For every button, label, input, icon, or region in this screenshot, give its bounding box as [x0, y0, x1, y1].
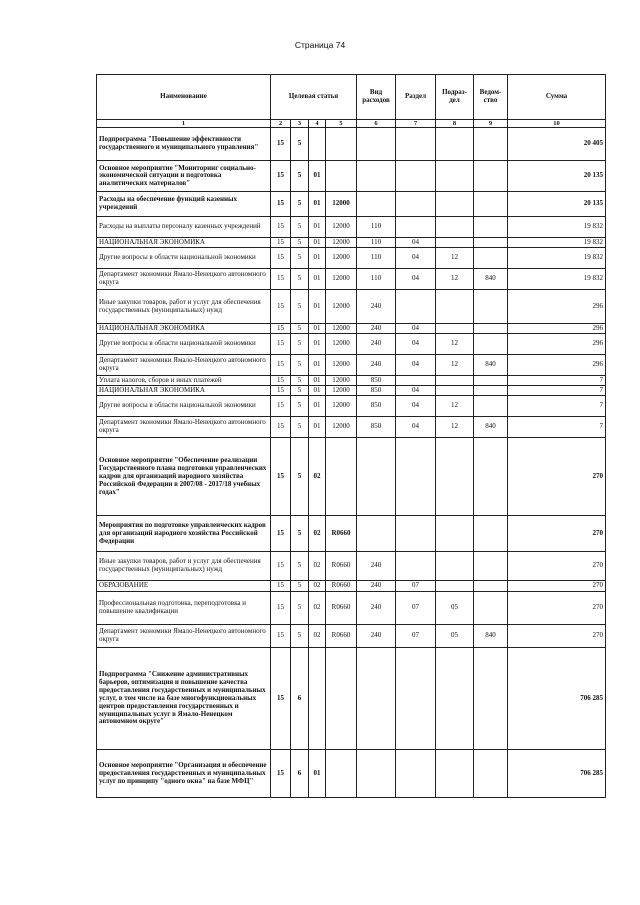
- cell-c5: 12000: [326, 355, 357, 376]
- cell-c3: 5: [291, 625, 309, 648]
- cell-vid: [357, 750, 396, 798]
- table-row: [97, 516, 606, 552]
- cell-summa: 20 405: [508, 128, 606, 161]
- cell-vid: 240: [357, 334, 396, 355]
- table-row: [97, 376, 606, 386]
- cell-name: Мероприятия по подготовке управленческих кадров для организаций народного хозяйства Российской Федерации: [97, 516, 271, 552]
- cell-summa: 270: [508, 438, 606, 516]
- cell-razdel: [396, 128, 436, 161]
- cell-summa: 706 285: [508, 750, 606, 798]
- cell-c4: 01: [309, 376, 326, 386]
- table-row: [97, 290, 606, 324]
- column-header-department: Ведом- ство: [474, 75, 508, 120]
- cell-name: Профессиональная подготовка, переподготовка и повышение квалификации: [97, 592, 271, 625]
- cell-c4: 01: [309, 290, 326, 324]
- cell-podrazdel: [436, 516, 474, 552]
- cell-razdel: 04: [396, 269, 436, 290]
- cell-vid: 850: [357, 417, 396, 438]
- cell-podrazdel: 12: [436, 396, 474, 417]
- cell-c5: 12000: [326, 334, 357, 355]
- cell-vid: 850: [357, 386, 396, 396]
- cell-name: НАЦИОНАЛЬНАЯ ЭКОНОМИКА: [97, 324, 271, 334]
- cell-c2: 15: [271, 324, 291, 334]
- cell-podrazdel: [436, 290, 474, 324]
- cell-summa: 296: [508, 355, 606, 376]
- cell-c2: 15: [271, 438, 291, 516]
- cell-vid: [357, 128, 396, 161]
- cell-c3: 5: [291, 217, 309, 238]
- cell-c3: 5: [291, 192, 309, 217]
- cell-summa: 270: [508, 625, 606, 648]
- cell-name: Основное мероприятие "Мониторинг социально-экономической ситуации и подготовка аналитических материалов": [97, 161, 271, 192]
- cell-podrazdel: [436, 238, 474, 248]
- cell-c3: 5: [291, 161, 309, 192]
- cell-vedomstvo: [474, 217, 508, 238]
- cell-razdel: 04: [396, 324, 436, 334]
- cell-vedomstvo: [474, 161, 508, 192]
- table-row: [97, 625, 606, 648]
- table-row: [97, 217, 606, 238]
- cell-c5: 12000: [326, 324, 357, 334]
- cell-vedomstvo: [474, 386, 508, 396]
- cell-vid: 110: [357, 217, 396, 238]
- cell-c4: 01: [309, 192, 326, 217]
- table-row: [97, 396, 606, 417]
- cell-summa: 270: [508, 552, 606, 581]
- cell-podrazdel: [436, 648, 474, 750]
- cell-c5: 12000: [326, 396, 357, 417]
- cell-podrazdel: [436, 217, 474, 238]
- cell-c2: 15: [271, 128, 291, 161]
- cell-summa: 296: [508, 290, 606, 324]
- table-row: [97, 128, 606, 161]
- cell-vedomstvo: 840: [474, 625, 508, 648]
- cell-c4: 01: [309, 324, 326, 334]
- cell-vedomstvo: 840: [474, 269, 508, 290]
- cell-razdel: 04: [396, 334, 436, 355]
- cell-c3: 5: [291, 438, 309, 516]
- cell-vid: 240: [357, 625, 396, 648]
- cell-c4: 01: [309, 217, 326, 238]
- table-row: [97, 648, 606, 750]
- cell-vedomstvo: [474, 750, 508, 798]
- column-header-name: Наименование: [97, 75, 271, 120]
- cell-podrazdel: [436, 581, 474, 592]
- cell-c5: R0660: [326, 625, 357, 648]
- cell-razdel: 04: [396, 248, 436, 269]
- cell-razdel: [396, 516, 436, 552]
- cell-razdel: [396, 376, 436, 386]
- cell-c4: [309, 648, 326, 750]
- cell-summa: 706 285: [508, 648, 606, 750]
- table-row: [97, 386, 606, 396]
- cell-razdel: [396, 750, 436, 798]
- cell-c3: 5: [291, 290, 309, 324]
- cell-podrazdel: 12: [436, 334, 474, 355]
- cell-c3: 5: [291, 552, 309, 581]
- cell-c2: 15: [271, 552, 291, 581]
- cell-c5: [326, 750, 357, 798]
- cell-c4: [309, 128, 326, 161]
- cell-razdel: 07: [396, 581, 436, 592]
- cell-c5: [326, 161, 357, 192]
- cell-c2: 15: [271, 386, 291, 396]
- cell-c5: R0660: [326, 516, 357, 552]
- cell-c2: 15: [271, 592, 291, 625]
- table-row: [97, 581, 606, 592]
- cell-c5: 12000: [326, 238, 357, 248]
- cell-c4: 01: [309, 355, 326, 376]
- cell-c3: 5: [291, 238, 309, 248]
- cell-vedomstvo: [474, 128, 508, 161]
- cell-razdel: [396, 290, 436, 324]
- cell-vedomstvo: 840: [474, 417, 508, 438]
- cell-podrazdel: 05: [436, 592, 474, 625]
- cell-name: Департамент экономики Ямало-Ненецкого автономного округа: [97, 355, 271, 376]
- cell-summa: 19 832: [508, 269, 606, 290]
- cell-summa: 7: [508, 376, 606, 386]
- cell-vid: 110: [357, 248, 396, 269]
- cell-name: Расходы на обеспечение функций казенных учреждений: [97, 192, 271, 217]
- column-number: 5: [326, 120, 357, 128]
- column-number: 9: [474, 120, 508, 128]
- column-number: 10: [508, 120, 606, 128]
- cell-c4: 02: [309, 592, 326, 625]
- cell-summa: 7: [508, 417, 606, 438]
- cell-summa: 19 832: [508, 238, 606, 248]
- cell-razdel: 07: [396, 592, 436, 625]
- cell-podrazdel: 12: [436, 355, 474, 376]
- cell-c2: 15: [271, 516, 291, 552]
- cell-vid: 110: [357, 269, 396, 290]
- cell-c3: 5: [291, 396, 309, 417]
- column-number-row: [97, 120, 606, 128]
- cell-vid: [357, 161, 396, 192]
- cell-vid: 240: [357, 355, 396, 376]
- cell-c4: 01: [309, 386, 326, 396]
- cell-vid: 850: [357, 396, 396, 417]
- cell-vid: 850: [357, 376, 396, 386]
- cell-c4: 01: [309, 396, 326, 417]
- cell-vedomstvo: [474, 248, 508, 269]
- cell-c5: 12000: [326, 269, 357, 290]
- cell-c3: 6: [291, 648, 309, 750]
- column-number: 1: [97, 120, 271, 128]
- cell-vid: [357, 516, 396, 552]
- cell-summa: 19 832: [508, 217, 606, 238]
- table-row: [97, 417, 606, 438]
- cell-vid: [357, 438, 396, 516]
- cell-vedomstvo: [474, 516, 508, 552]
- cell-c3: 5: [291, 355, 309, 376]
- cell-c4: 01: [309, 161, 326, 192]
- page-label: Страница 74: [294, 40, 346, 50]
- cell-c3: 5: [291, 417, 309, 438]
- cell-c5: [326, 438, 357, 516]
- cell-razdel: 07: [396, 625, 436, 648]
- cell-name: Подпрограмма "Снижение административных барьеров, оптимизация и повышение качества предоставления государственных и муниципальных услуг, в том числе на базе многофункциональных центров предоставления государственных и муниципальных услуг в Ямало-Ненецком автономном округе": [97, 648, 271, 750]
- cell-vid: 240: [357, 324, 396, 334]
- column-header-sum: Сумма: [508, 75, 606, 120]
- cell-c5: R0660: [326, 592, 357, 625]
- cell-name: Иные закупки товаров, работ и услуг для обеспечения государственных (муниципальных) нужд: [97, 552, 271, 581]
- cell-vedomstvo: [474, 290, 508, 324]
- cell-c4: 01: [309, 238, 326, 248]
- cell-c2: 15: [271, 269, 291, 290]
- cell-c5: 12000: [326, 217, 357, 238]
- column-number: 6: [357, 120, 396, 128]
- cell-c5: 12000: [326, 386, 357, 396]
- cell-name: Уплата налогов, сборов и иных платежей: [97, 376, 271, 386]
- cell-c2: 15: [271, 581, 291, 592]
- cell-c2: 15: [271, 648, 291, 750]
- cell-vedomstvo: [474, 592, 508, 625]
- table-row: [97, 438, 606, 516]
- cell-c2: 15: [271, 192, 291, 217]
- cell-razdel: 04: [396, 396, 436, 417]
- cell-c5: [326, 648, 357, 750]
- cell-vid: 240: [357, 581, 396, 592]
- table-row: [97, 334, 606, 355]
- cell-summa: 296: [508, 324, 606, 334]
- cell-vid: 240: [357, 290, 396, 324]
- cell-vedomstvo: [474, 376, 508, 386]
- column-number: 7: [396, 120, 436, 128]
- table-row: [97, 248, 606, 269]
- cell-summa: 7: [508, 386, 606, 396]
- cell-c5: R0660: [326, 581, 357, 592]
- cell-c4: 01: [309, 417, 326, 438]
- cell-c2: 15: [271, 334, 291, 355]
- cell-vedomstvo: [474, 396, 508, 417]
- column-header-subsection: Подраз- дел: [436, 75, 474, 120]
- table-row: [97, 324, 606, 334]
- cell-summa: 270: [508, 516, 606, 552]
- cell-razdel: [396, 552, 436, 581]
- cell-vedomstvo: [474, 334, 508, 355]
- cell-vedomstvo: [474, 238, 508, 248]
- cell-c5: [326, 128, 357, 161]
- cell-c4: 02: [309, 625, 326, 648]
- cell-podrazdel: [436, 552, 474, 581]
- cell-c3: 5: [291, 376, 309, 386]
- cell-c2: 15: [271, 750, 291, 798]
- cell-name: Иные закупки товаров, работ и услуг для обеспечения государственных (муниципальных) нужд: [97, 290, 271, 324]
- cell-c2: 15: [271, 625, 291, 648]
- cell-podrazdel: [436, 192, 474, 217]
- cell-name: НАЦИОНАЛЬНАЯ ЭКОНОМИКА: [97, 386, 271, 396]
- cell-podrazdel: [436, 324, 474, 334]
- cell-name: Департамент экономики Ямало-Ненецкого автономного округа: [97, 625, 271, 648]
- cell-c4: 01: [309, 334, 326, 355]
- table-row: [97, 192, 606, 217]
- cell-c4: 01: [309, 248, 326, 269]
- cell-c3: 5: [291, 516, 309, 552]
- cell-c2: 15: [271, 238, 291, 248]
- cell-podrazdel: [436, 438, 474, 516]
- cell-c5: 12000: [326, 192, 357, 217]
- table-body: [97, 128, 606, 798]
- cell-c3: 5: [291, 324, 309, 334]
- cell-c4: 02: [309, 438, 326, 516]
- cell-razdel: [396, 217, 436, 238]
- table-row: [97, 269, 606, 290]
- table-row: [97, 592, 606, 625]
- cell-podrazdel: [436, 750, 474, 798]
- column-number: 2: [271, 120, 291, 128]
- table-row: [97, 750, 606, 798]
- cell-name: НАЦИОНАЛЬНАЯ ЭКОНОМИКА: [97, 238, 271, 248]
- cell-razdel: [396, 648, 436, 750]
- cell-c2: 15: [271, 396, 291, 417]
- cell-summa: 19 832: [508, 248, 606, 269]
- cell-c3: 5: [291, 581, 309, 592]
- column-header-target-article: Целевая статья: [271, 75, 357, 120]
- cell-name: Подпрограмма "Повышение эффективности государственного и муниципального управления": [97, 128, 271, 161]
- cell-podrazdel: [436, 128, 474, 161]
- cell-name: ОБРАЗОВАНИЕ: [97, 581, 271, 592]
- cell-summa: 20 135: [508, 161, 606, 192]
- cell-vedomstvo: [474, 552, 508, 581]
- cell-vid: [357, 192, 396, 217]
- cell-razdel: 04: [396, 355, 436, 376]
- cell-vedomstvo: [474, 324, 508, 334]
- cell-vedomstvo: 840: [474, 355, 508, 376]
- cell-c4: 02: [309, 516, 326, 552]
- cell-podrazdel: [436, 386, 474, 396]
- table-row: [97, 552, 606, 581]
- cell-podrazdel: 12: [436, 248, 474, 269]
- cell-vid: 110: [357, 238, 396, 248]
- cell-c3: 5: [291, 386, 309, 396]
- cell-c5: 12000: [326, 248, 357, 269]
- cell-c3: 5: [291, 128, 309, 161]
- budget-table: [96, 74, 606, 798]
- cell-c3: 5: [291, 269, 309, 290]
- cell-razdel: 04: [396, 386, 436, 396]
- cell-razdel: [396, 192, 436, 217]
- cell-razdel: 04: [396, 417, 436, 438]
- cell-name: Основное мероприятие "Обеспечение реализации Государственного плана подготовки управленческих кадров для организаций народного хозяйства Российской Федерации в 2007/08 - 2017/18 учебных годах": [97, 438, 271, 516]
- cell-razdel: [396, 438, 436, 516]
- table-row: [97, 161, 606, 192]
- cell-razdel: 04: [396, 238, 436, 248]
- column-number: 3: [291, 120, 309, 128]
- cell-name: Департамент экономики Ямало-Ненецкого автономного округа: [97, 417, 271, 438]
- cell-c2: 15: [271, 161, 291, 192]
- table-row: [97, 238, 606, 248]
- cell-summa: 296: [508, 334, 606, 355]
- cell-vid: 240: [357, 592, 396, 625]
- cell-podrazdel: [436, 161, 474, 192]
- column-header-section: Раздел: [396, 75, 436, 120]
- cell-c4: 01: [309, 750, 326, 798]
- cell-c2: 15: [271, 248, 291, 269]
- cell-summa: 270: [508, 581, 606, 592]
- cell-c2: 15: [271, 376, 291, 386]
- cell-c3: 5: [291, 334, 309, 355]
- cell-c2: 15: [271, 217, 291, 238]
- cell-c3: 5: [291, 592, 309, 625]
- cell-summa: 7: [508, 396, 606, 417]
- cell-name: Другие вопросы в области национальной экономики: [97, 248, 271, 269]
- cell-vedomstvo: [474, 581, 508, 592]
- cell-c5: R0660: [326, 552, 357, 581]
- cell-name: Другие вопросы в области национальной экономики: [97, 334, 271, 355]
- cell-vid: [357, 648, 396, 750]
- cell-c4: 02: [309, 552, 326, 581]
- cell-c2: 15: [271, 355, 291, 376]
- cell-c3: 6: [291, 750, 309, 798]
- column-header-expense-type: Вид расходов: [357, 75, 396, 120]
- cell-podrazdel: [436, 376, 474, 386]
- cell-razdel: [396, 161, 436, 192]
- column-number: 8: [436, 120, 474, 128]
- cell-vedomstvo: [474, 438, 508, 516]
- cell-c4: 01: [309, 269, 326, 290]
- header-row: [97, 75, 606, 120]
- cell-summa: 270: [508, 592, 606, 625]
- cell-c5: 12000: [326, 290, 357, 324]
- cell-name: Другие вопросы в области национальной экономики: [97, 396, 271, 417]
- cell-summa: 20 135: [508, 192, 606, 217]
- cell-c3: 5: [291, 248, 309, 269]
- cell-vid: 240: [357, 552, 396, 581]
- cell-name: Расходы на выплаты персоналу казенных учреждений: [97, 217, 271, 238]
- column-number: 4: [309, 120, 326, 128]
- cell-vedomstvo: [474, 648, 508, 750]
- table-row: [97, 355, 606, 376]
- cell-vedomstvo: [474, 192, 508, 217]
- cell-podrazdel: 12: [436, 417, 474, 438]
- cell-name: Департамент экономики Ямало-Ненецкого автономного округа: [97, 269, 271, 290]
- cell-c2: 15: [271, 290, 291, 324]
- cell-c5: 12000: [326, 376, 357, 386]
- cell-c4: 02: [309, 581, 326, 592]
- cell-podrazdel: 05: [436, 625, 474, 648]
- cell-podrazdel: 12: [436, 269, 474, 290]
- cell-c5: 12000: [326, 417, 357, 438]
- cell-name: Основное мероприятие "Организация и обеспечение предоставления государственных и муниципальных услуг по принципу "одного окна" на базе МФЦ": [97, 750, 271, 798]
- cell-c2: 15: [271, 417, 291, 438]
